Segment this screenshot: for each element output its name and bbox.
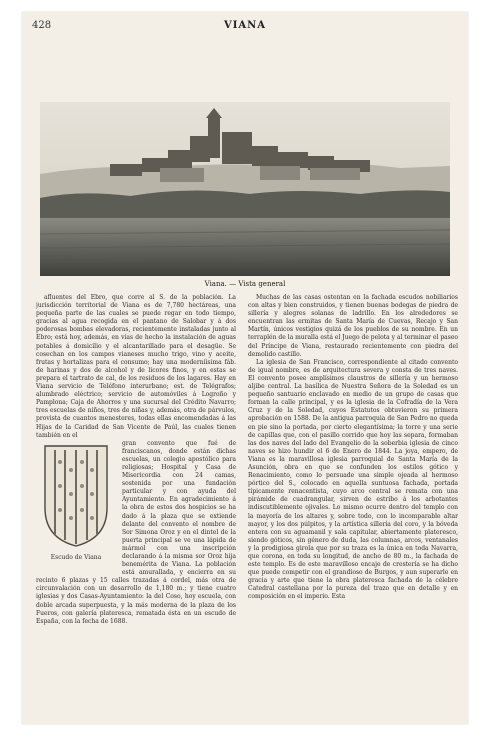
coat-of-arms-icon	[41, 442, 111, 550]
town-panorama-image	[40, 102, 450, 276]
coat-of-arms-caption: Escudo de Viana	[50, 553, 102, 561]
right-paragraph-1: Muchas de las casas ostentan en la fachada escudos nobiliarios con altas y bien construidos, y tienen buenas bodegas de piedra de sillería y alegres solanas de ladrillo. En los alrededores se encuentran las ermitas de Santa María de Cuevas, Recajo y San Martín, únicos vestigios quizá de los pueblos de su nombre. En un terraplén de la muralla está el Juego de pelota y al terminar el paseo del Príncipe de Viana, restaurado recientemente con piedra del demolido castillo.	[248, 294, 458, 358]
left-paragraph-1: afluentes del Ebro, que corre al S. de la población. La jurisdicción territorial de Viana es de 7,780 hectáreas, una pequeña parte de las cuales se puede regar en todo tiempo, gracias al agua recogida en el pantano de Salobar y á dos poderosas bombas elevadoras, recientemente instaladas junto al Ebro; está hoy, además, en vías de hecho la instalación de aguas potables á domicilio y el alcantarillado para el desagüe. Se cosechan en los campos vianeses mucho trigo, vino y aceite, frutas y hortalizas para el consumo; hay una moderníisima fáb. de harinas y dos de alcohol y de licores finos, y en estas se prepara el tartrato de cal, de los residuos de los lagares. Hay en Viana servicio de Teléfono interurbano; est. de Telégrafos; alumbrado eléctrico; servicio de automóviles á Logroño y Pamplona; Caja de Ahorros y una sucursal del Crédito Navarro; tres escuelas de niños, tres de niñas y, además, otra de párvulos, provista de cuantos menesteres, todas ellas encomendadas á las Hijas de la Caridad de San Vicente de Paúl, las cuales tienen también en el	[36, 294, 236, 439]
right-paragraph-2: La iglesia de San Francisco, correspondiente al citado convento de igual nombre, es de arquitectura severa y consta de tres naves. El convento posee amplísimos claustros de sillería y un hermoso aljibe central. La basílica de Nuestra Señora de la Soledad es un pequeño santuario enclavado en medio de un grupo de casas que forman la calle principal, y es la iglesia de la Cofradía de la Vera Cruz y de la Soledad, cuyos Estatutos obtuvieron su primera aprobación en 1588. De la antigua parroquia de San Pedro no queda en pie sino la portada, por cierto elegantísima; la torre y una serie de capillas que, con el pasillo corrido que hoy las separa, formaban las dos naves del lado del Evangelio de la soberbia iglesia de cinco naves se hizo hundir el 6 de Enero de 1844. La joya, empero, de Viana es la maravillosa iglesia parroquial de Santa María de la Asunción, obra en que se confunden los estilos gótico y Renacimiento, como lo persuade una simple ojeada al hermoso pórtico del S., colocado en aquella suntuosa fachada, portada típicamente renacentista, cuyo arco central se remata con una pirámide de cuadrangular, sirven de estribo á los arbotantes indiscutiblemente ojivales. Lo mismo ocurre dentro del templo con la mayoría de los altares y, sobre todo, con lo incomparable altar mayor, y los dos púlpitos, y la artística sillería del coro, y la bóveda entera con su aguamanil y sala capitular, abiertamente plateresco, siendo góticos, sin género de duda, las columnas, arcos, ventanales y la prodigiosa girola que por su traza es la única en toda Navarra, que corona, en toda su longitud, de ancho de 80 m., la fachada de este templo. Es de este maravilloso encaje de crestería se ha dicho que puede competir con el grandioso de Burgos, y aun superarle en gracia y arte que tiene la obra plateresca fachada de la célebre Catedral castellana por la pureza del trazo que en detalle y en composición en el imperio. Esta	[248, 358, 458, 601]
page-number: 428	[32, 20, 52, 31]
left-text-column	[36, 294, 236, 712]
running-title: VIANA	[223, 20, 267, 31]
coat-of-arms-figure	[36, 442, 116, 570]
figure-caption: Viana. — Vista general	[204, 280, 286, 288]
page-header	[32, 20, 458, 34]
book-page	[22, 12, 468, 724]
right-text-column	[248, 294, 458, 712]
town-photograph	[40, 102, 450, 276]
left-paragraph-2: gran convento que fué de franciscanos, donde están dichas escuelas, un colegio apostólico para religiosas; Hospital y Casa de Misericordia con 24 camas, sostenida por una fundación particular y con ayuda del Ayuntamiento. En agradecimiento á la obra de estos dos hospicios se ha dado á la plaza que se extiende delante del convento el nombre de Sor Simona Oroz y en el dintel de la puerta principal se ve una lápida de mármol con una inscripción declarando á la misma sor Oroz hija benemérita de Viana. La población está amurallada, y encierra en su recinto 6 plazas y 15 calles trazadas á cordel, más otra de circunvalación con un desarrollo de 1,180 m.; y tiene cuatro iglesias y dos Casas-Ayuntamiento: la del Coso, hoy escuela, con doble arcada superpuesta, y la más moderna de la plaza de los Fueros, con galería plateresca, rematada ésta en un escudo de España, con la fecha de 1688.	[36, 439, 236, 625]
